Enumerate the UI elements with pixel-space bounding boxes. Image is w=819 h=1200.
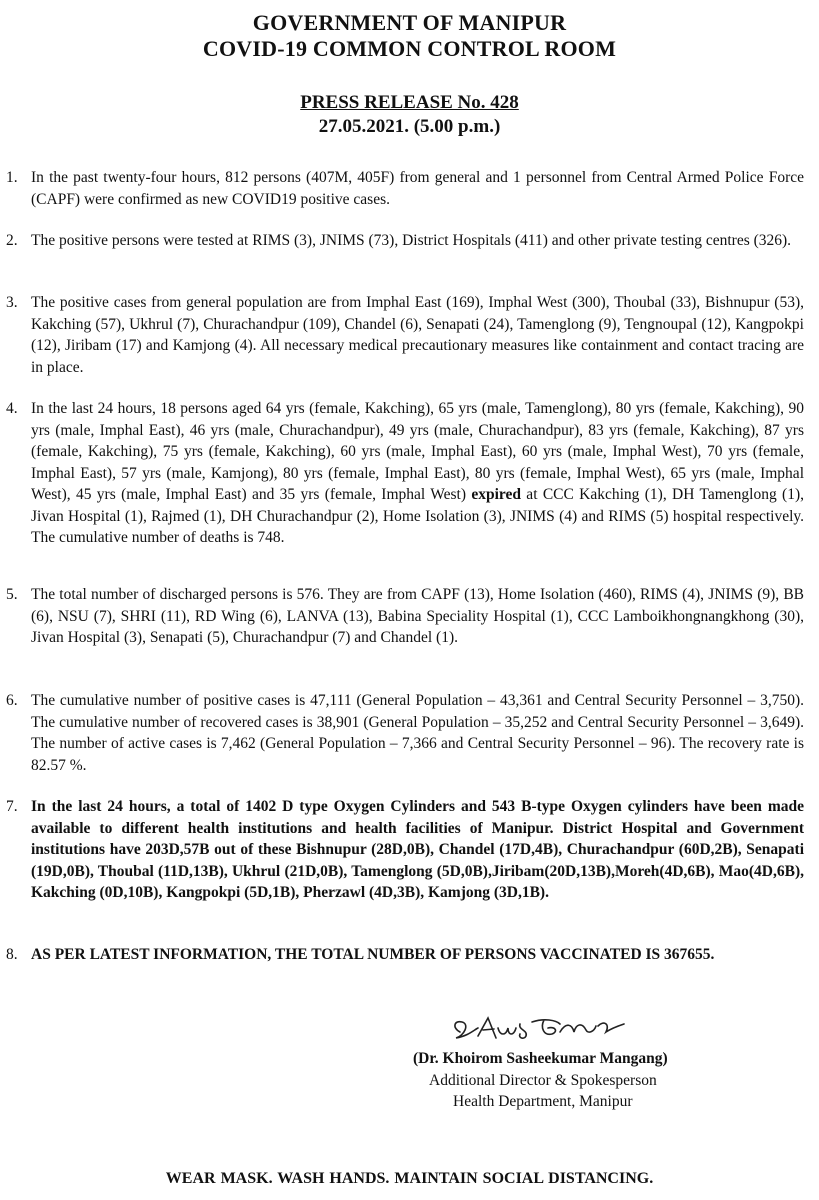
press-release-title: PRESS RELEASE No. 428 [300,92,519,113]
item-text-emphasis: expired [471,486,521,503]
handwritten-signature [448,1002,648,1052]
item-text: The positive cases from general population are from Imphal East (169), Imphal West (300), Thoubal (33), Bishnupur (53), Kakching (57), Ukhrul (7), Churachandpur (109), Chandel (6), Senapati (24), Tamenglong (9), Tengnoupal (12), Kangpokpi (12), Jiribam (17) and Kamjong (4). All necessary medical precautionary measures like containment and contact tracing are in place. [31,294,804,376]
list-item [6,944,804,966]
press-release-date: 27.05.2021. (5.00 p.m.) [318,116,501,137]
item-text [31,398,804,549]
signatory-block [405,1048,725,1113]
item-number: 3. [6,294,18,311]
header-control-room: COVID-19 COMMON CONTROL ROOM [202,36,617,61]
item-number: 6. [6,692,18,709]
signatory-designation: Additional Director & Spokesperson [429,1071,657,1089]
item-number: 7. [6,798,18,815]
list-item [6,796,804,904]
item-text-part: at CCC Kakching (1), DH Tamenglong (1), Jivan Hospital (1), Rajmed (1), DH Churachandpur (2), Home Isolation (3), JNIMS (4) and RIMS (5) hospital respectively. The cumulative number of deaths is 748. [31,486,804,546]
list-item [6,292,804,378]
item-text: The positive persons were tested at RIMS (3), JNIMS (73), District Hospitals (411) and other private testing centres (326). [31,232,792,249]
item-text: The cumulative number of positive cases is 47,111 (General Population – 43,361 and Central Security Personnel – 3,750). The cumulative number of recovered cases is 38,901 (General Population – 35,252 and Central Security Personnel – 3,649). The number of active cases is 7,462 (General Population – 7,366 and Central Security Personnel – 96). The recovery rate is 82.57 %. [31,692,804,774]
list-item [6,167,804,210]
item-number: 2. [6,232,18,249]
item-text: In the past twenty-four hours, 812 persons (407M, 405F) from general and 1 personnel from Central Armed Police Force (CAPF) were confirmed as new COVID19 positive cases. [31,169,804,208]
item-number: 1. [6,169,18,186]
footer-slogan: WEAR MASK. WASH HANDS. MAINTAIN SOCIAL DISTANCING. [165,1170,654,1187]
header-government: GOVERNMENT OF MANIPUR [252,10,567,35]
list-item [6,230,804,252]
signatory-department: Health Department, Manipur [453,1093,633,1110]
item-text: The total number of discharged persons is 576. They are from CAPF (13), Home Isolation (460), RIMS (4), JNIMS (9), BB (6), NSU (7), SHRI (11), RD Wing (6), LANVA (13), Babina Speciality Hospital (1), CCC Lamboikhongnangkhong (30), Jivan Hospital (3), Senapati (5), Churachandpur (7) and Chandel (1). [31,586,804,646]
list-item [6,584,804,649]
item-number: 4. [6,400,18,417]
item-text: AS PER LATEST INFORMATION, THE TOTAL NUMBER OF PERSONS VACCINATED IS 367655. [31,946,715,963]
item-text: In the last 24 hours, a total of 1402 D type Oxygen Cylinders and 543 B-type Oxygen cylinders have been made available to different health institutions and health facilities of Manipur. District Hospital and Government institutions have 203D,57B out of these Bishnupur (28D,0B), Chandel (17D,4B), Churachandpur (60D,2B), Senapati (19D,0B), Thoubal (11D,13B), Ukhrul (21D,0B), Tamenglong (5D,0B),Jiribam(20D,13B),Moreh(4D,6B), Mao(4D,6B), Kakching (0D,10B), Kangpokpi (5D,1B), Pherzawl (4D,3B), Kamjong (3D,1B). [31,798,804,901]
list-item [6,690,804,776]
item-text-part: In the last 24 hours, 18 persons aged 64 yrs (female, Kakching), 65 yrs (male, Tamenglong), 80 yrs (female, Kakching), 90 yrs (male, Imphal East), 46 yrs (male, Churachandpur), 49 yrs (male, Churachandpur), 83 yrs (female, Kakching), 87 yrs (female, Kakching), 75 yrs (female, Kakching), 60 yrs (male, Imphal East), 60 yrs (male, Imphal West), 70 yrs (female, Imphal East), 57 yrs (male, Kamjong), 80 yrs (female, Imphal East), 80 yrs (female, Imphal West), 65 yrs (male, Imphal West), 45 yrs (male, Imphal East) and 35 yrs (female, Imphal West) [31,400,804,503]
item-number: 8. [6,946,18,963]
list-item [6,398,804,549]
item-number: 5. [6,586,18,603]
signatory-name: (Dr. Khoirom Sasheekumar Mangang) [413,1050,668,1067]
